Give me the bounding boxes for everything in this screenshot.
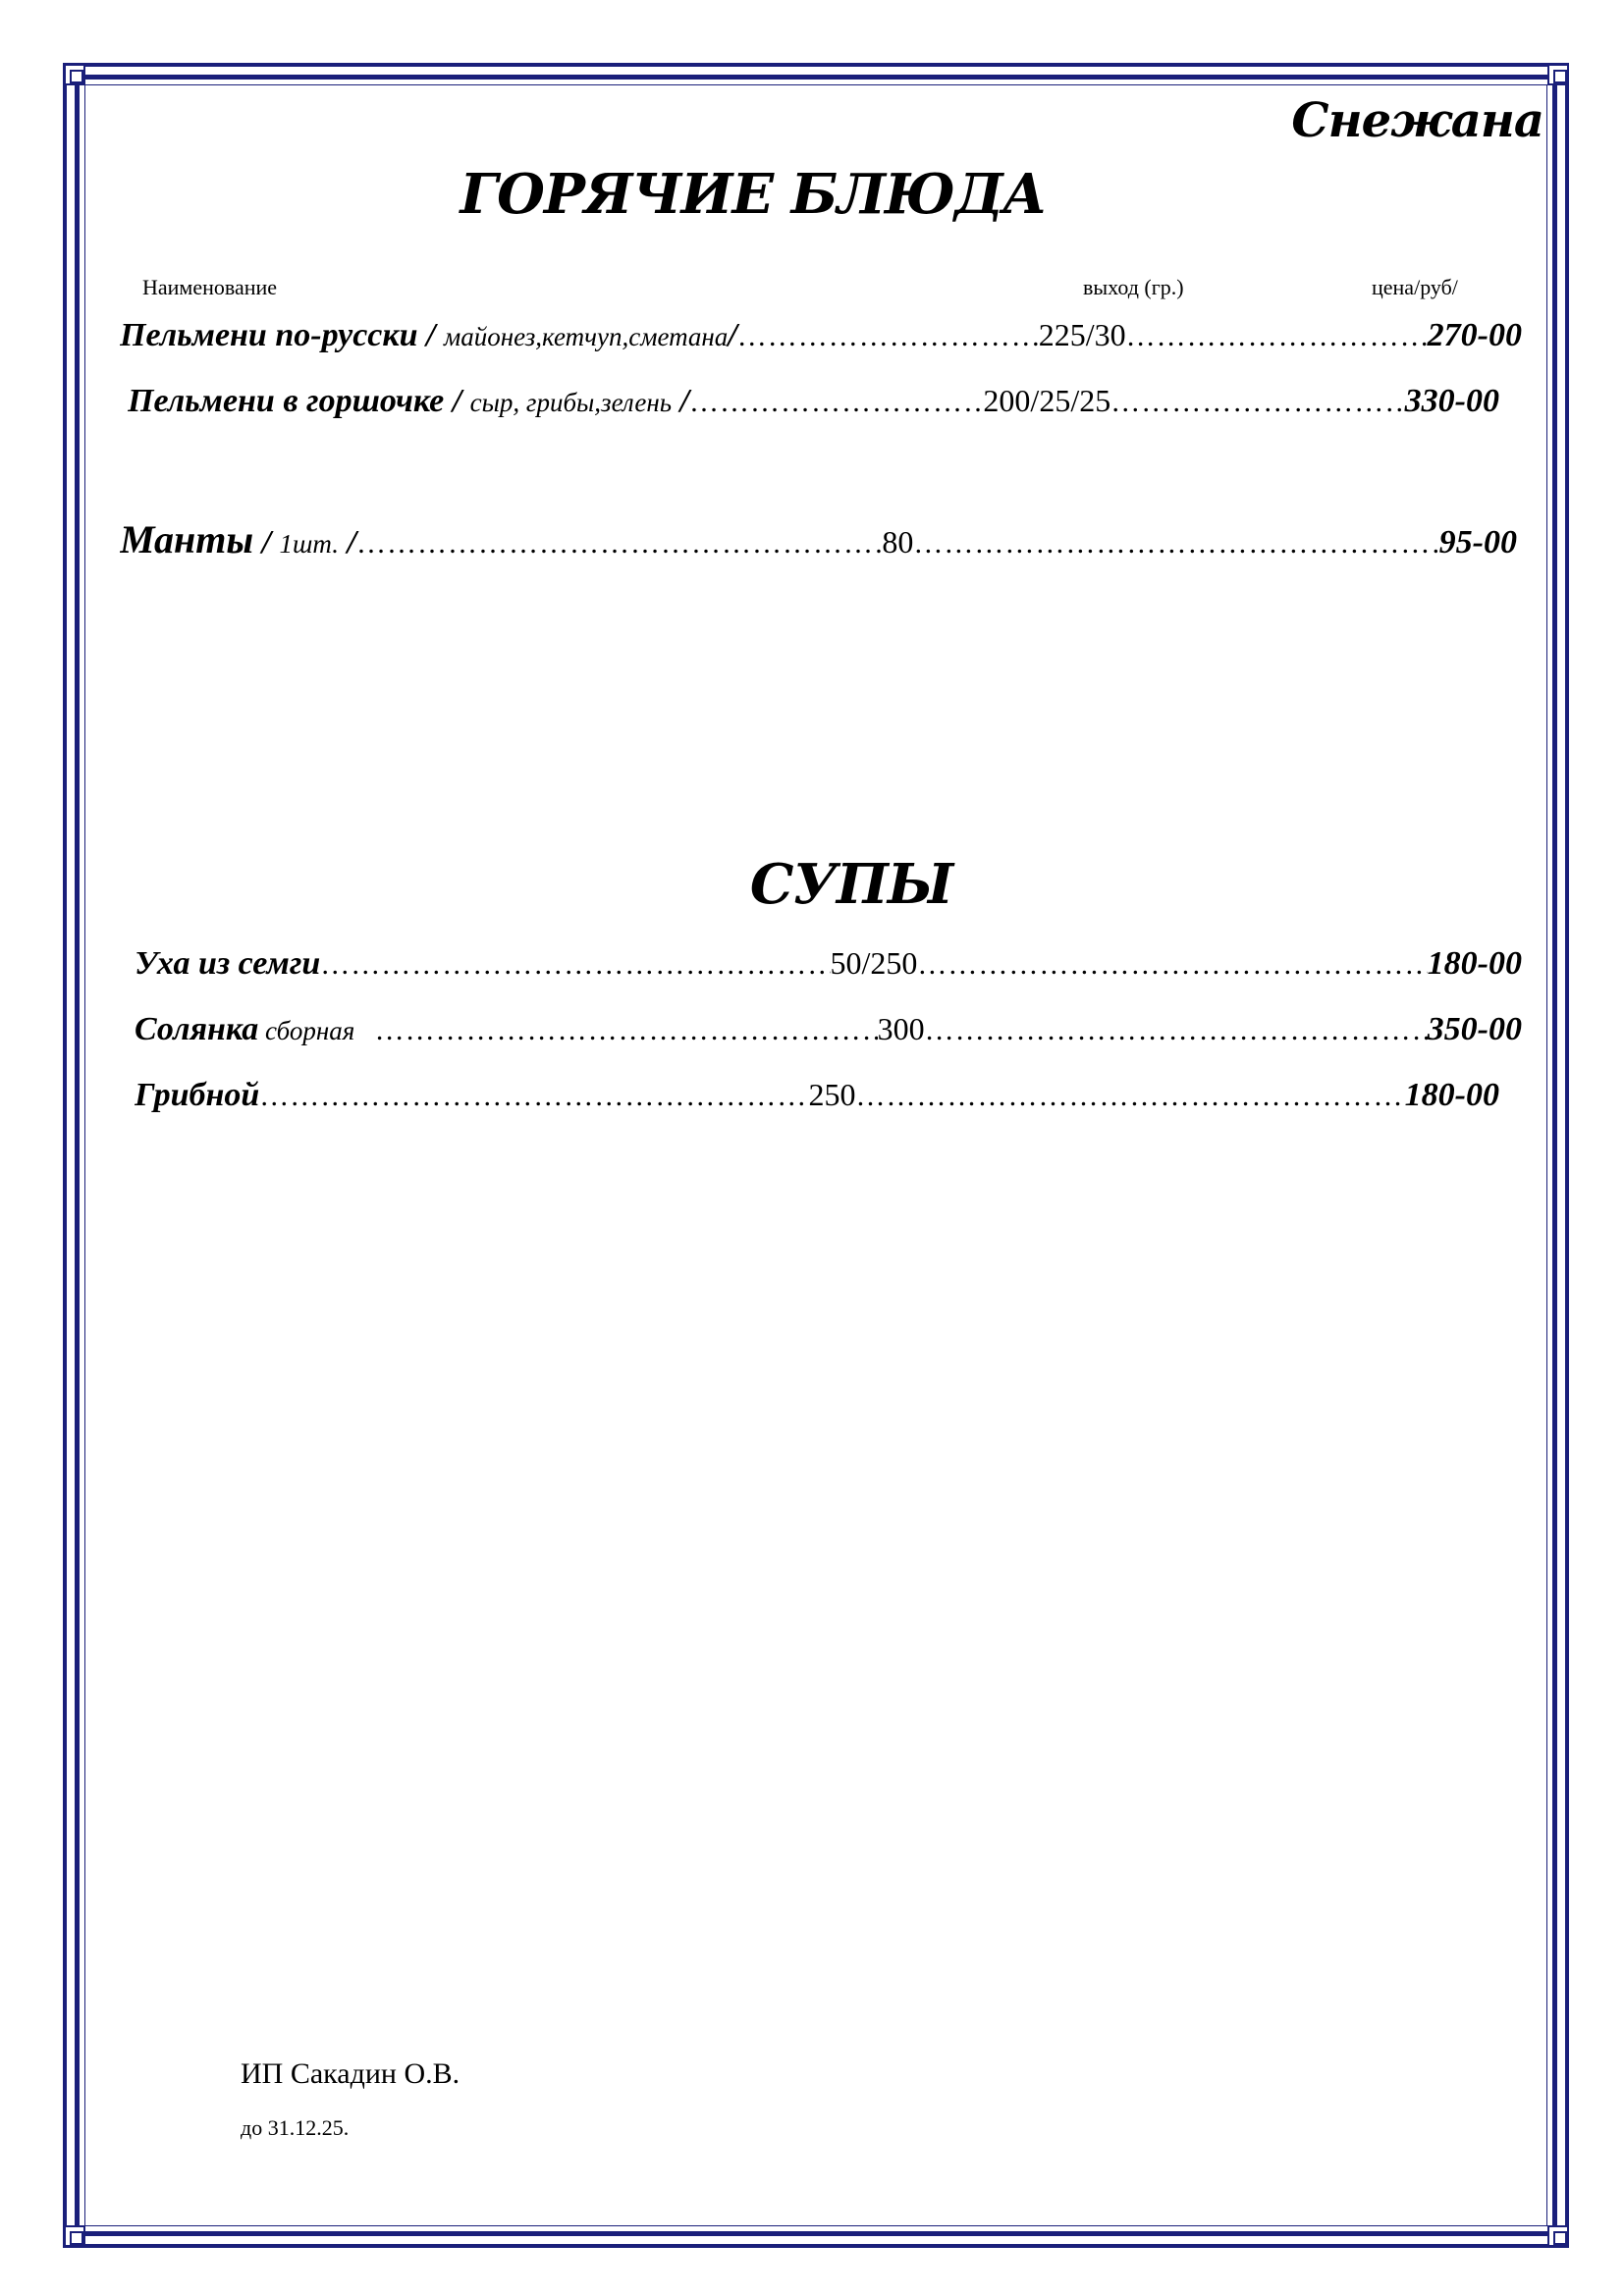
menu-item-yield: 50/250 <box>830 945 918 981</box>
menu-item-price: 180-00 <box>1427 945 1522 982</box>
frame-corner-ornament <box>64 64 85 85</box>
menu-item-description: майонез,кетчуп,сметана <box>444 322 729 351</box>
column-header-price: цена/руб/ <box>1372 275 1458 299</box>
dot-leader <box>1110 386 1404 419</box>
menu-item-name: Солянка <box>135 1011 259 1047</box>
dot-leader <box>855 1080 1404 1113</box>
menu-item-row <box>128 383 1499 438</box>
menu-item-price: 180-00 <box>1404 1077 1499 1113</box>
menu-item-name: Пельмени по-русски <box>120 317 418 353</box>
frame-corner-ornament <box>64 2225 85 2247</box>
menu-item-row <box>135 1077 1499 1132</box>
menu-item-description: 1шт. <box>279 529 339 559</box>
menu-item-yield: 80 <box>882 524 914 560</box>
dot-leader <box>917 948 1427 982</box>
hot-dishes-title: ГОРЯЧИЕ БЛЮДА <box>460 162 1047 227</box>
dot-leader <box>320 948 830 982</box>
menu-item-yield: 200/25/25 <box>983 383 1111 418</box>
menu-item-description: сыр, грибы,зелень <box>469 388 673 417</box>
column-header-yield: выход (гр.) <box>1083 275 1184 299</box>
menu-item-price: 330-00 <box>1404 383 1499 419</box>
menu-item-description-text: сборная <box>265 1016 355 1045</box>
menu-item-yield: 225/30 <box>1038 317 1126 352</box>
column-header-name: Наименование <box>142 275 278 299</box>
soups-title: СУПЫ <box>749 852 953 917</box>
owner-name: ИП Сакадин О.В. <box>241 2057 460 2090</box>
separator: / <box>339 524 356 561</box>
valid-until-date: до 31.12.25. <box>241 2115 350 2140</box>
dot-leader <box>913 527 1438 561</box>
menu-item-row <box>135 945 1522 1000</box>
dot-leader <box>259 1080 808 1113</box>
separator: / <box>417 317 444 353</box>
menu-item-row <box>120 317 1522 372</box>
menu-item-price: 350-00 <box>1427 1011 1522 1047</box>
separator: / <box>672 383 689 419</box>
menu-item-row <box>135 1011 1522 1066</box>
menu-item-name: Уха из семги <box>135 945 321 982</box>
dot-leader <box>375 1014 878 1047</box>
menu-item-yield: 300 <box>877 1011 925 1046</box>
dot-leader <box>356 527 882 561</box>
dot-leader <box>925 1014 1428 1047</box>
separator: / <box>444 383 470 419</box>
menu-item-description <box>258 1016 374 1046</box>
menu-item-name: Грибной <box>135 1077 260 1113</box>
menu-item-yield: 250 <box>808 1077 856 1112</box>
menu-item-name: Пельмени в горшочке <box>128 383 445 419</box>
frame-corner-ornament <box>1547 64 1569 85</box>
menu-item-price: 270-00 <box>1427 317 1522 353</box>
frame-corner-ornament <box>1547 2225 1569 2247</box>
separator: / <box>253 524 280 561</box>
menu-item-row <box>120 516 1517 571</box>
separator: / <box>728 317 737 353</box>
brand-name: Снежана <box>1291 93 1543 148</box>
menu-item-price: 95-00 <box>1438 524 1517 561</box>
dot-leader <box>737 320 1039 353</box>
dot-leader <box>1126 320 1428 353</box>
menu-item-name: Манты <box>120 517 254 561</box>
dot-leader <box>689 386 983 419</box>
